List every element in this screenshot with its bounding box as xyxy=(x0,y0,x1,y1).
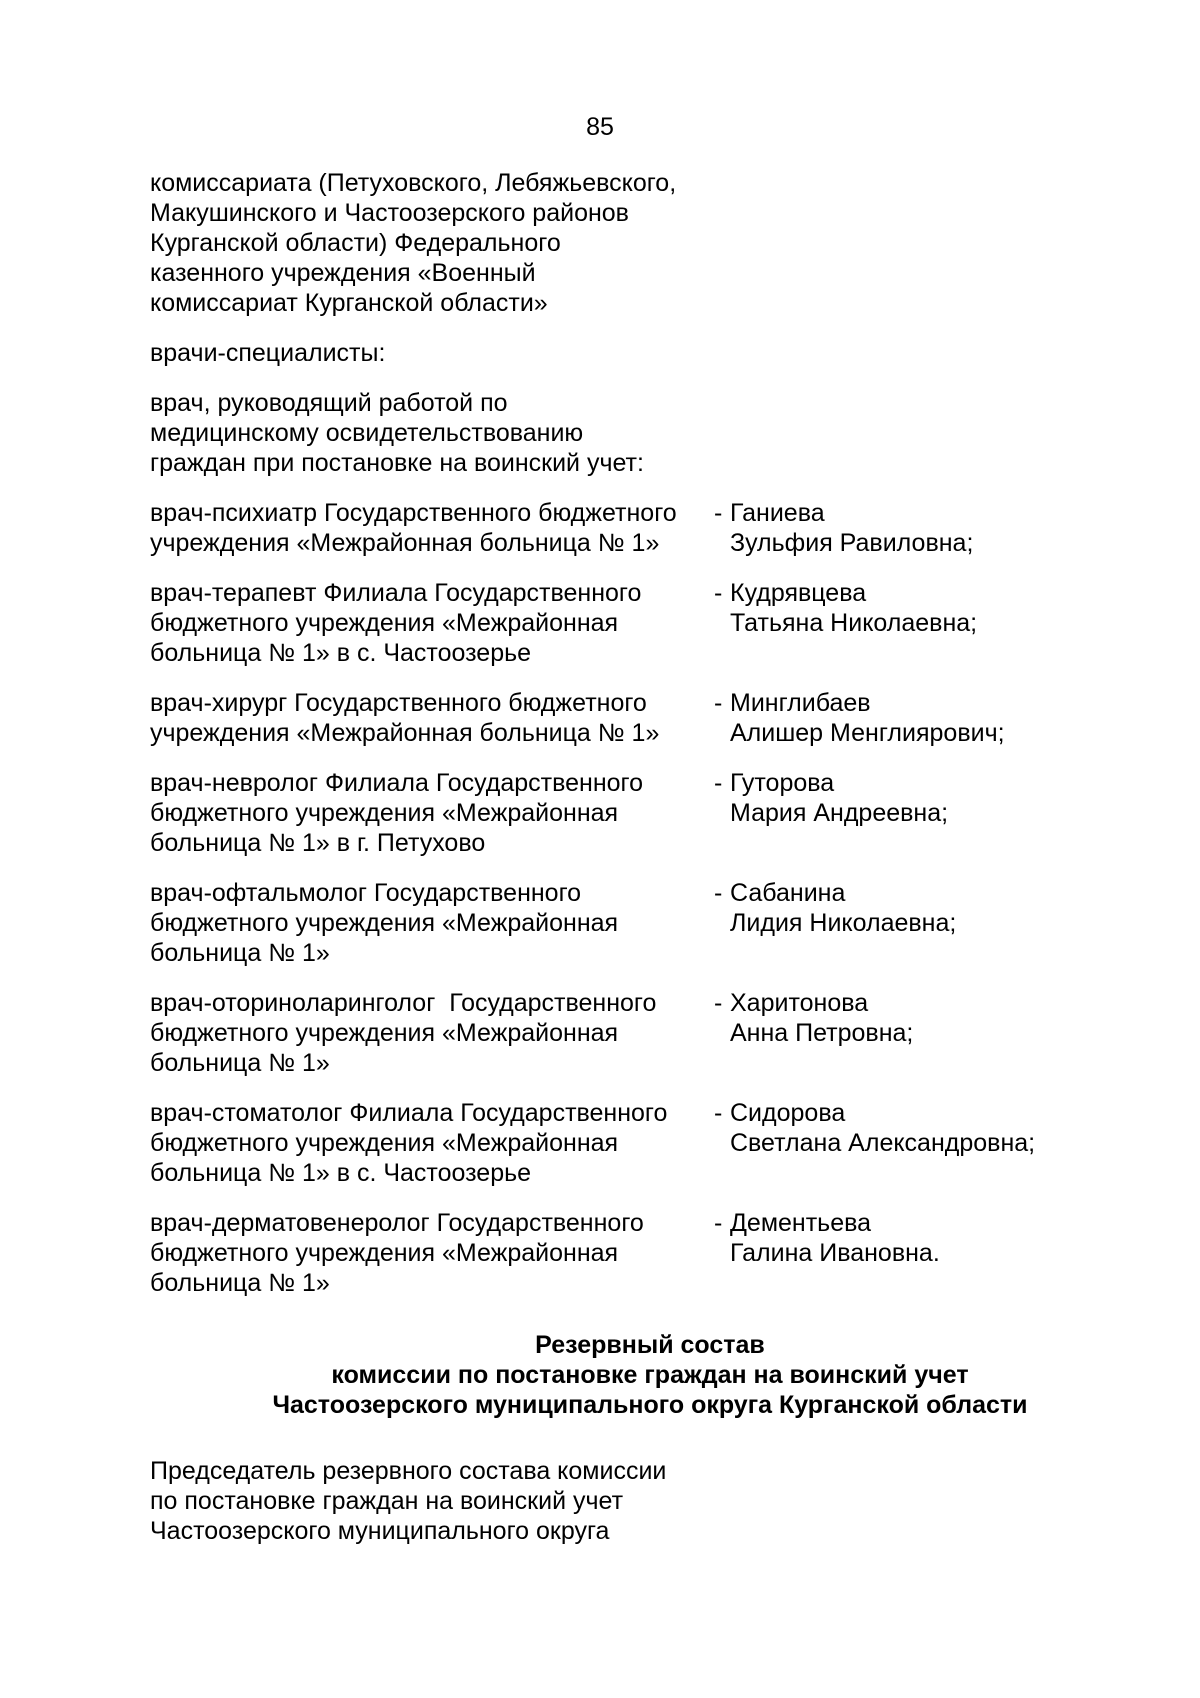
dash-separator: - xyxy=(714,499,723,527)
page-number: 85 xyxy=(586,113,614,141)
doctor-entry xyxy=(150,768,1150,858)
chair-line: Председатель резервного состава комиссии xyxy=(150,1457,667,1485)
name-line: Мария Андреевна; xyxy=(730,799,949,827)
dash-separator: - xyxy=(714,989,723,1017)
role-line: бюджетного учреждения «Межрайонная xyxy=(150,1129,619,1157)
role-line: больница № 1» xyxy=(150,939,330,967)
doctor-entry xyxy=(150,878,1150,968)
name-line: Харитонова xyxy=(730,989,869,1017)
role-line: врач-оториноларинголог Государственного xyxy=(150,989,657,1017)
doctor-role xyxy=(150,498,714,558)
lead-line: врач, руководящий работой по xyxy=(150,389,508,417)
role-line: врач-стоматолог Филиала Государственного xyxy=(150,1099,668,1127)
role-line: больница № 1» в с. Частоозерье xyxy=(150,1159,532,1187)
lead-line: медицинскому освидетельствованию xyxy=(150,419,584,447)
doctor-entry xyxy=(150,1208,1150,1298)
doctor-name xyxy=(730,1208,940,1298)
role-line: бюджетного учреждения «Межрайонная xyxy=(150,1239,619,1267)
name-line: Гуторова xyxy=(730,769,835,797)
dash-separator: - xyxy=(714,1209,723,1237)
name-line: Сидорова xyxy=(730,1099,846,1127)
name-line: Кудрявцева xyxy=(730,579,867,607)
chair-line: по постановке граждан на воинский учет xyxy=(150,1487,624,1515)
role-line: больница № 1» в г. Петухово xyxy=(150,829,486,857)
doctor-role xyxy=(150,768,714,858)
doctor-name xyxy=(730,688,1005,748)
role-line: врач-психиатр Государственного бюджетного xyxy=(150,499,677,527)
doctor-role xyxy=(150,578,714,668)
doctor-entry xyxy=(150,578,1150,668)
doctor-entry xyxy=(150,498,1150,558)
heading-line: Частоозерского муниципального округа Курганской области xyxy=(272,1391,1028,1419)
document-body xyxy=(150,168,1150,1566)
role-line: врач-терапевт Филиала Государственного xyxy=(150,579,642,607)
name-line: Минглибаев xyxy=(730,689,871,717)
doctor-role xyxy=(150,688,714,748)
doctor-role xyxy=(150,878,714,968)
doctor-entry xyxy=(150,1098,1150,1188)
doctor-role xyxy=(150,1208,714,1298)
doctor-list xyxy=(150,498,1150,1298)
reserve-heading xyxy=(150,1330,1150,1420)
name-line: Сабанина xyxy=(730,879,846,907)
doctor-entry xyxy=(150,988,1150,1078)
name-line: Анна Петровна; xyxy=(730,1019,914,1047)
role-line: врач-хирург Государственного бюджетного xyxy=(150,689,647,717)
dash-separator: - xyxy=(714,689,723,717)
role-line: бюджетного учреждения «Межрайонная xyxy=(150,799,619,827)
doctor-entry xyxy=(150,688,1150,748)
role-line: бюджетного учреждения «Межрайонная xyxy=(150,909,619,937)
role-line: больница № 1» xyxy=(150,1049,330,1077)
lead-line: граждан при постановке на воинский учет: xyxy=(150,449,644,477)
name-line: Галина Ивановна. xyxy=(730,1239,940,1267)
role-line: бюджетного учреждения «Межрайонная xyxy=(150,609,619,637)
doctor-name xyxy=(730,988,913,1078)
chair-line: Частоозерского муниципального округа xyxy=(150,1517,610,1545)
name-line: Дементьева xyxy=(730,1209,872,1237)
role-line: больница № 1» xyxy=(150,1269,330,1297)
role-line: больница № 1» в с. Частоозерье xyxy=(150,639,532,667)
doctor-name xyxy=(730,498,973,558)
heading-line: Резервный состав xyxy=(535,1331,765,1359)
doctor-role xyxy=(150,1098,714,1188)
specialists-label: врачи-специалисты: xyxy=(150,339,386,367)
name-line: Ганиева xyxy=(730,499,825,527)
dash-separator: - xyxy=(714,769,723,797)
name-line: Татьяна Николаевна; xyxy=(730,609,978,637)
name-line: Светлана Александровна; xyxy=(730,1129,1036,1157)
doctor-role xyxy=(150,988,714,1078)
role-line: врач-офтальмолог Государственного xyxy=(150,879,582,907)
doctor-name xyxy=(730,878,956,968)
intro-line: комиссариата (Петуховского, Лебяжьевского, xyxy=(150,169,677,197)
intro-line: Макушинского и Частоозерского районов xyxy=(150,199,629,227)
intro-line: комиссариат Курганской области» xyxy=(150,289,548,317)
role-line: бюджетного учреждения «Межрайонная xyxy=(150,1019,619,1047)
role-line: врач-дерматовенеролог Государственного xyxy=(150,1209,644,1237)
intro-line: казенного учреждения «Военный xyxy=(150,259,536,287)
dash-separator: - xyxy=(714,1099,723,1127)
dash-separator: - xyxy=(714,579,723,607)
name-line: Зульфия Равиловна; xyxy=(730,529,974,557)
intro-paragraph xyxy=(150,168,1150,318)
heading-line: комиссии по постановке граждан на воинский учет xyxy=(331,1361,969,1389)
lead-doctor-paragraph xyxy=(150,388,1150,478)
role-line: врач-невролог Филиала Государственного xyxy=(150,769,644,797)
role-line: учреждения «Межрайонная больница № 1» xyxy=(150,719,660,747)
name-line: Алишер Менглиярович; xyxy=(730,719,1005,747)
intro-line: Курганской области) Федерального xyxy=(150,229,561,257)
name-line: Лидия Николаевна; xyxy=(730,909,957,937)
doctor-name xyxy=(730,768,948,858)
role-line: учреждения «Межрайонная больница № 1» xyxy=(150,529,660,557)
dash-separator: - xyxy=(714,879,723,907)
chair-paragraph xyxy=(150,1456,1150,1546)
doctor-name xyxy=(730,578,977,668)
doctor-name xyxy=(730,1098,1035,1188)
